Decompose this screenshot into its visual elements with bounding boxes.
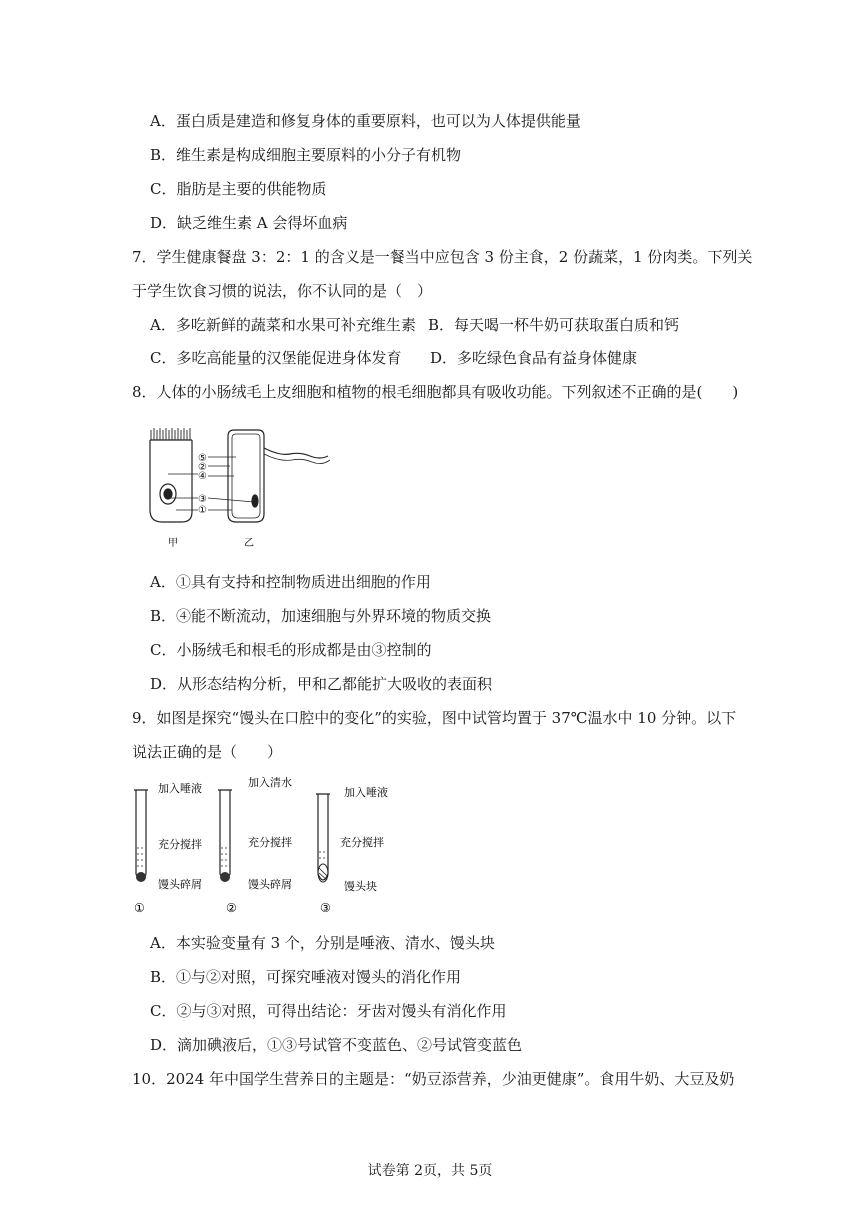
q7-option-b: B．每天喝一杯牛奶可获取蛋白质和钙 bbox=[428, 316, 680, 334]
tube2-stir-label: 充分搅拌 bbox=[248, 836, 292, 849]
q9-stem-line2: 说法正确的是（ ） bbox=[132, 743, 283, 761]
test-tube-1 bbox=[134, 781, 202, 915]
label-2: ② bbox=[198, 462, 207, 473]
q6-option-a: A．蛋白质是建造和修复身体的重要原料，也可以为人体提供能量 bbox=[150, 112, 581, 130]
test-tube-2 bbox=[218, 776, 292, 915]
q7-option-d: D．多吃绿色食品有益身体健康 bbox=[430, 349, 638, 367]
root-hair-cell-drawing bbox=[228, 430, 330, 522]
q7-option-c: C．多吃高能量的汉堡能促进身体发育 bbox=[150, 349, 402, 367]
q7-stem-line2: 于学生饮食习惯的说法，你不认同的是（ ） bbox=[132, 282, 433, 300]
q6-option-d: D．缺乏维生素 A 会得坏血病 bbox=[150, 214, 348, 232]
q8-option-a: A．①具有支持和控制物质进出细胞的作用 bbox=[150, 573, 431, 591]
q9-option-a: A．本实验变量有 3 个，分别是唾液、清水、馒头块 bbox=[150, 934, 495, 952]
intestinal-cell-drawing bbox=[150, 428, 192, 522]
label-1: ① bbox=[198, 505, 207, 516]
page-footer: 试卷第 2页，共 5页 bbox=[367, 1163, 493, 1179]
test-tube-experiment-figure bbox=[128, 776, 398, 918]
q7-option-a: A．多吃新鲜的蔬菜和水果可补充维生素 bbox=[150, 316, 416, 334]
tube3-content-label: 馒头块 bbox=[344, 880, 377, 893]
q9-option-d: D．滴加碘液后，①③号试管不变蓝色、②号试管变蓝色 bbox=[150, 1036, 523, 1054]
tube1-content-label: 馒头碎屑 bbox=[158, 878, 202, 891]
q9-stem-line1: 9．如图是探究“馒头在口腔中的变化”的实验，图中试管均置于 37℃温水中 10 分钟。以下 bbox=[132, 709, 737, 727]
label-3: ③ bbox=[198, 494, 207, 505]
tube2-add-label: 加入清水 bbox=[248, 776, 292, 789]
tube1-number: ① bbox=[134, 901, 145, 915]
q8-option-b: B．④能不断流动，加速细胞与外界环境的物质交换 bbox=[150, 607, 492, 625]
tube1-stir-label: 充分搅拌 bbox=[158, 838, 202, 851]
q8-option-d: D．从形态结构分析，甲和乙都能扩大吸收的表面积 bbox=[150, 675, 493, 693]
label-5: ⑤ bbox=[198, 453, 207, 464]
tube2-content-label: 馒头碎屑 bbox=[248, 878, 292, 891]
q8-stem: 8．人体的小肠绒毛上皮细胞和植物的根毛细胞都具有吸收功能。下列叙述不正确的是( ) bbox=[132, 383, 739, 401]
tube3-number: ③ bbox=[320, 901, 331, 915]
tube3-add-label: 加入唾液 bbox=[344, 786, 388, 799]
q10-stem-line1: 10．2024 年中国学生营养日的主题是：“奶豆添营养，少油更健康”。食用牛奶、大豆及奶 bbox=[132, 1070, 735, 1088]
test-tube-3 bbox=[316, 785, 388, 915]
q7-stem-line1: 7．学生健康餐盘 3：2：1 的含义是一餐当中应包含 3 份主食，2 份蔬菜，1 份肉类。下列关 bbox=[132, 248, 753, 266]
q9-option-b: B．①与②对照，可探究唾液对馒头的消化作用 bbox=[150, 968, 462, 986]
tube1-add-label: 加入唾液 bbox=[158, 782, 202, 795]
q6-option-c: C．脂肪是主要的供能物质 bbox=[150, 180, 327, 198]
caption-yi: 乙 bbox=[244, 538, 254, 549]
q8-option-c: C．小肠绒毛和根毛的形成都是由③控制的 bbox=[150, 641, 432, 659]
caption-jia: 甲 bbox=[168, 538, 178, 549]
cell-diagram-figure bbox=[140, 426, 340, 554]
tube3-stir-label: 充分搅拌 bbox=[340, 836, 384, 849]
q9-option-c: C．②与③对照，可得出结论：牙齿对馒头有消化作用 bbox=[150, 1002, 507, 1020]
tube2-number: ② bbox=[226, 901, 237, 915]
q6-option-b: B．维生素是构成细胞主要原料的小分子有机物 bbox=[150, 146, 462, 164]
label-4: ④ bbox=[198, 471, 207, 482]
